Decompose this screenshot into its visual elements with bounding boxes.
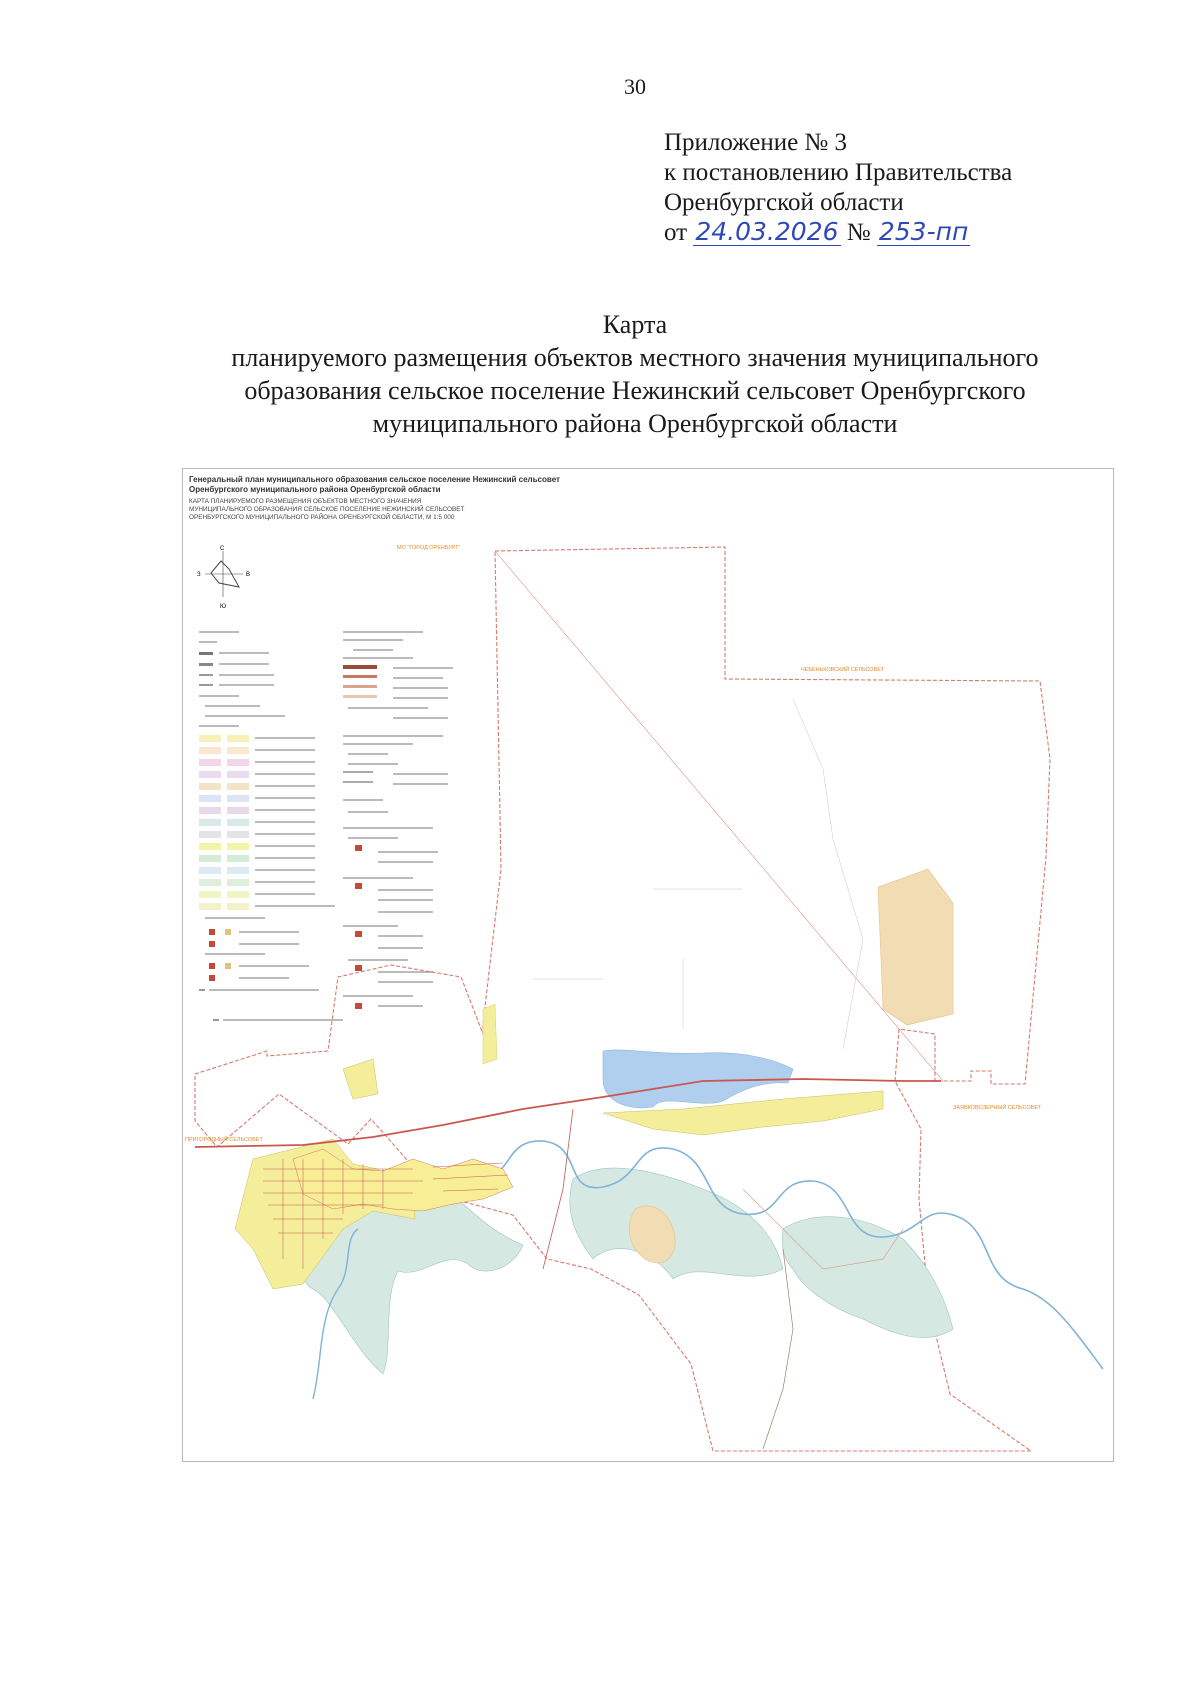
compass-west: З — [197, 572, 201, 578]
map-subheading: МУНИЦИПАЛЬНОГО ОБРАЗОВАНИЯ СЕЛЬСКОЕ ПОСЕЛЕНИЕ НЕЖИНСКИЙ СЕЛЬСОВЕТ — [189, 506, 465, 513]
map-subheading: ОРЕНБУРГСКОГО МУНИЦИПАЛЬНОГО РАЙОНА ОРЕНБУРГСКОЙ ОБЛАСТИ, М 1:5 000 — [189, 514, 455, 521]
compass-south: Ю — [220, 604, 227, 610]
minor-lines — [533, 699, 863, 1049]
handwritten-number: 253-пп — [878, 217, 969, 246]
title-line: муниципального района Оренбургской области — [372, 409, 898, 438]
appendix-date-line — [664, 218, 1012, 248]
settlement-zone — [293, 1149, 513, 1211]
map-legend — [199, 631, 453, 1021]
secondary-road — [543, 1109, 573, 1269]
appendix-line: Приложение № 3 — [664, 129, 848, 156]
appendix-line: к постановлению Правительства — [664, 159, 1013, 186]
lake — [603, 1050, 793, 1108]
compass-east: В — [246, 572, 251, 578]
number-prefix: № — [846, 219, 871, 246]
date-prefix: от — [664, 219, 688, 246]
sand-area — [878, 869, 953, 1025]
map-image — [183, 469, 1113, 1461]
neighbor-label-east: ЗАЯВКОВОЗЕРНЫЙ СЕЛЬСОВЕТ — [953, 1105, 1042, 1111]
document-title — [0, 308, 1200, 440]
map-subheading: КАРТА ПЛАНИРУЕМОГО РАЗМЕЩЕНИЯ ОБЪЕКТОВ МЕСТНОГО ЗНАЧЕНИЯ — [189, 498, 422, 505]
neighbor-label-west: ПРИГОРОДНЫЙ СЕЛЬСОВЕТ — [185, 1137, 263, 1143]
title-line: планируемого размещения объектов местного значения муниципального — [231, 343, 1039, 372]
neighbor-label-north: МО "ГОРОД ОРЕНБУРГ" — [397, 545, 461, 551]
secondary-road — [763, 1249, 793, 1449]
compass-north: С — [220, 546, 225, 552]
map-heading: Генеральный план муниципального образования сельское поселение Нежинский сельсовет — [189, 475, 560, 484]
title-line: образования сельское поселение Нежинский сельсовет Оренбургского — [244, 376, 1026, 405]
floodplain-area — [570, 1168, 783, 1279]
secondary-road — [495, 551, 943, 1081]
neighbor-label-northeast: ЧЕБЕНЬКОВСКИЙ СЕЛЬСОВЕТ — [801, 667, 885, 673]
handwritten-date: 24.03.2026 — [695, 217, 839, 246]
title-line: Карта — [602, 310, 668, 339]
map-heading: Оренбургского муниципального района Оренбургской области — [189, 485, 441, 494]
map-frame — [182, 468, 1114, 1462]
sand-area — [483, 1004, 497, 1064]
compass-rose — [197, 546, 250, 610]
settlement-zone — [343, 1059, 378, 1099]
appendix-block — [664, 128, 1012, 248]
page-number: 30 — [624, 74, 646, 99]
appendix-line: Оренбургской области — [664, 189, 904, 216]
